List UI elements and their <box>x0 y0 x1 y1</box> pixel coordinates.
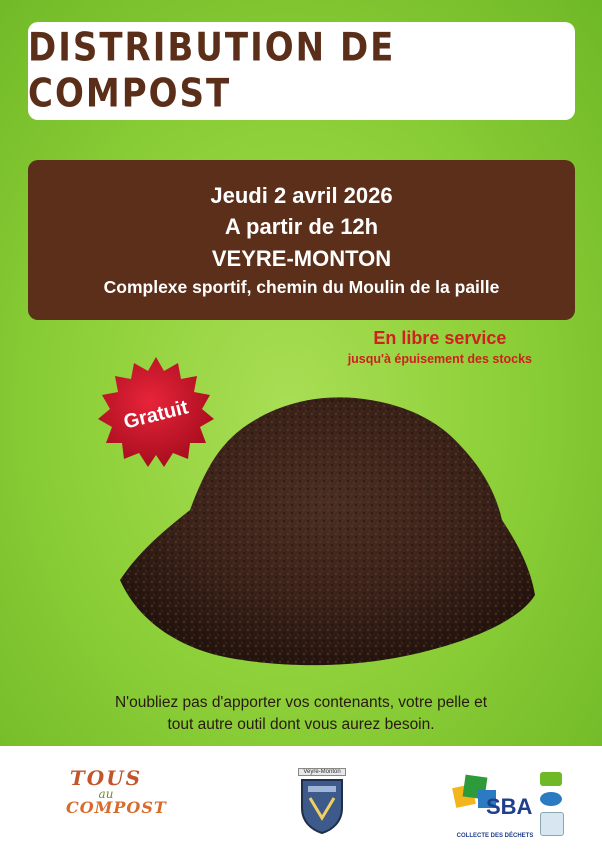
tous-au-compost-logo: TOUS au COMPOST <box>66 766 167 817</box>
sba-mark-icon <box>450 768 540 826</box>
event-location: Complexe sportif, chemin du Moulin de la paille <box>103 276 500 297</box>
page-title: DISTRIBUTION DE COMPOST <box>28 25 396 117</box>
reminder-line-1: N'oubliez pas d'apporter vos contenants, votre pelle et <box>114 694 488 711</box>
service-headline: En libre service <box>373 328 507 348</box>
certification-badges-icon <box>540 772 564 842</box>
event-info-box <box>28 160 575 320</box>
footer-logos <box>0 746 602 856</box>
reminder-line-2: tout autre outil dont vous aurez besoin. <box>167 716 435 734</box>
event-town: VEYRE-MONTON <box>211 245 392 271</box>
veyre-monton-crest-logo: Veyre-Monton <box>298 768 346 838</box>
event-time: A partir de 12h <box>224 214 379 240</box>
gratuit-badge-label: Gratuit <box>121 395 191 434</box>
service-subline: jusqu'à épuisement des stocks <box>347 352 532 366</box>
service-note <box>348 328 532 366</box>
title-box <box>28 22 575 120</box>
event-date: Jeudi 2 avril 2026 <box>210 182 393 208</box>
sba-logo: SBA COLLECTE DES DÉCHETS <box>450 768 540 842</box>
reminder-text <box>20 692 582 737</box>
sba-wordmark: SBA <box>486 794 533 819</box>
crest-shield-icon <box>298 778 346 834</box>
